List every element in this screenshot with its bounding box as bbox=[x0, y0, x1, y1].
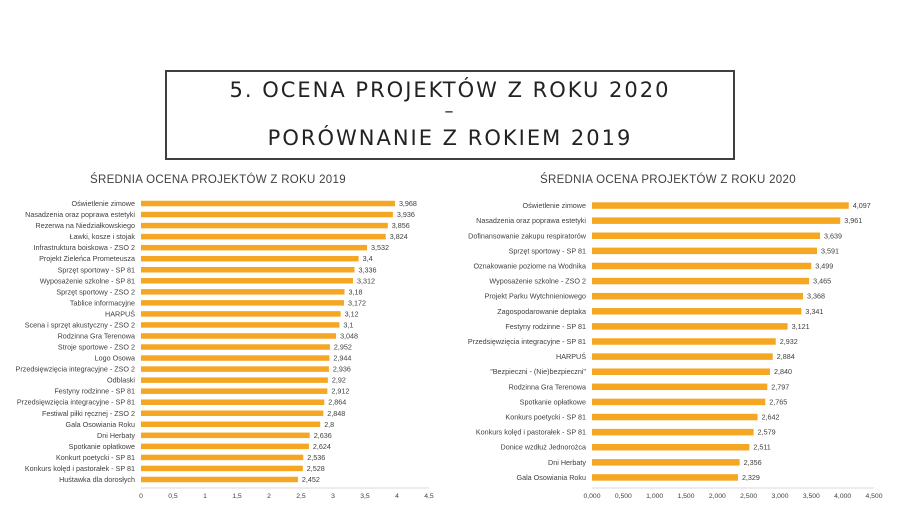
c2019-bar bbox=[141, 311, 341, 317]
c2020-bar bbox=[592, 202, 849, 209]
c2019-data-label: 3,12 bbox=[344, 309, 359, 319]
c2019-category-label: Konkurs kolęd i pastorałek - SP 81 bbox=[24, 463, 135, 473]
c2020-category-label: Projekt Parku Wytchnieniowego bbox=[484, 291, 586, 301]
c2020-bar bbox=[592, 308, 801, 315]
c2019-data-label: 2,528 bbox=[306, 463, 325, 473]
c2019-category-label: Infrastruktura boiskowa - ZSO 2 bbox=[33, 243, 135, 253]
c2020-data-label: 3,341 bbox=[805, 306, 824, 316]
c2020-category-label: Festyny rodzinne - SP 81 bbox=[505, 321, 586, 331]
c2020-bar bbox=[592, 293, 803, 300]
c2020-data-label: 2,840 bbox=[773, 367, 792, 377]
slide-title-line1: 5. OCENA PROJEKTÓW Z ROKU 2020 bbox=[229, 78, 671, 102]
c2020-data-label: 3,368 bbox=[807, 291, 826, 301]
c2020-tick-label: 4,000 bbox=[834, 493, 852, 500]
c2019-bar bbox=[141, 399, 324, 405]
c2020-data-label: 2,511 bbox=[753, 442, 771, 452]
chart-2019-title: ŚREDNIA OCENA PROJEKTÓW Z ROKU 2019 bbox=[90, 174, 346, 186]
c2019-bar bbox=[141, 278, 353, 284]
c2020-tick-label: 0,500 bbox=[614, 493, 632, 500]
c2019-tick-label: 2 bbox=[267, 493, 271, 500]
c2019-bar bbox=[141, 455, 303, 461]
c2020-bar bbox=[592, 278, 809, 285]
c2019-category-label: Stroje sportowe - ZSO 2 bbox=[57, 342, 135, 352]
c2019-data-label: 2,944 bbox=[333, 353, 352, 363]
c2019-bar bbox=[141, 366, 329, 372]
c2020-bar bbox=[592, 444, 749, 451]
c2019-data-label: 3,4 bbox=[362, 254, 373, 264]
c2019-tick-label: 3 bbox=[331, 493, 335, 500]
c2019-bar bbox=[141, 333, 336, 339]
c2019-bar bbox=[141, 411, 323, 417]
c2019-data-label: 3,172 bbox=[348, 298, 367, 308]
c2020-tick-label: 0,000 bbox=[583, 493, 601, 500]
c2019-bar bbox=[141, 355, 329, 361]
c2020-bar bbox=[592, 384, 767, 391]
c2019-bar bbox=[141, 212, 393, 218]
c2020-category-label: Konkurs poetycki - SP 81 bbox=[505, 412, 586, 422]
c2020-bar bbox=[592, 459, 740, 466]
c2020-tick-label: 4,500 bbox=[865, 493, 883, 500]
c2020-bar bbox=[592, 248, 817, 255]
c2019-data-label: 2,636 bbox=[313, 430, 332, 440]
c2020-data-label: 3,121 bbox=[791, 321, 810, 331]
c2019-tick-label: 0,5 bbox=[168, 493, 178, 500]
c2020-tick-label: 3,500 bbox=[802, 493, 820, 500]
c2019-tick-label: 0 bbox=[139, 493, 143, 500]
c2020-data-label: 2,356 bbox=[743, 457, 762, 467]
c2019-category-label: Ławki, kosze i stojak bbox=[69, 232, 135, 242]
c2019-bar bbox=[141, 245, 367, 251]
c2020-category-label: Zagospodarowanie deptaka bbox=[497, 306, 586, 316]
c2019-data-label: 2,624 bbox=[312, 441, 331, 451]
c2019-bar bbox=[141, 477, 298, 483]
c2019-bar bbox=[141, 256, 359, 262]
c2020-category-label: Rodzinna Gra Terenowa bbox=[508, 382, 586, 392]
c2020-category-label: Dni Herbaty bbox=[548, 457, 586, 467]
c2019-data-label: 3,936 bbox=[396, 210, 415, 220]
c2019-tick-label: 1,5 bbox=[232, 493, 242, 500]
c2019-data-label: 2,536 bbox=[307, 452, 326, 462]
c2020-data-label: 2,329 bbox=[741, 472, 760, 482]
c2020-tick-label: 1,500 bbox=[677, 493, 695, 500]
c2020-bar bbox=[592, 368, 770, 375]
c2019-category-label: Spotkanie opłatkowe bbox=[68, 441, 135, 451]
c2020-data-label: 2,642 bbox=[761, 412, 780, 422]
c2020-category-label: Oświetlenie zimowe bbox=[522, 201, 586, 211]
c2020-category-label: Gala Osowiania Roku bbox=[516, 472, 586, 482]
c2019-tick-label: 1 bbox=[203, 493, 207, 500]
c2019-bar bbox=[141, 201, 395, 207]
c2019-category-label: Konkurt poetycki - SP 81 bbox=[56, 452, 135, 462]
c2020-category-label: Dofinansowanie zakupu respiratorów bbox=[468, 231, 586, 241]
c2020-data-label: 3,961 bbox=[844, 216, 863, 226]
c2019-category-label: Festyny rodzinne - SP 81 bbox=[54, 386, 135, 396]
c2019-bar bbox=[141, 322, 339, 328]
c2020-bar bbox=[592, 323, 788, 330]
c2019-category-label: Festiwal piłki ręcznej - ZSO 2 bbox=[41, 408, 135, 418]
c2020-bar bbox=[592, 338, 776, 345]
c2020-data-label: 3,499 bbox=[815, 261, 834, 271]
c2019-data-label: 3,1 bbox=[343, 320, 354, 330]
c2019-tick-label: 4,5 bbox=[424, 493, 434, 500]
c2019-category-label: Tablice informacyjne bbox=[69, 298, 135, 308]
c2019-bar bbox=[141, 444, 309, 450]
c2020-data-label: 2,884 bbox=[776, 352, 795, 362]
c2019-bar bbox=[141, 344, 330, 350]
c2019-category-label: Przedsięwzięcia integracyjne - SP 81 bbox=[16, 397, 135, 407]
c2020-category-label: Wyposażenie szkolne - ZSO 2 bbox=[489, 276, 586, 286]
c2019-category-label: Logo Osowa bbox=[94, 353, 135, 363]
c2020-bar bbox=[592, 414, 758, 421]
c2019-bar bbox=[141, 300, 344, 306]
c2019-data-label: 3,968 bbox=[398, 199, 417, 209]
c2019-data-label: 3,532 bbox=[371, 243, 390, 253]
c2020-data-label: 3,639 bbox=[824, 231, 843, 241]
c2020-data-label: 2,932 bbox=[779, 337, 798, 346]
c2019-tick-label: 2,5 bbox=[296, 493, 306, 500]
c2020-category-label: Spotkanie opłatkowe bbox=[519, 397, 586, 407]
c2020-bar bbox=[592, 474, 738, 481]
c2019-bar bbox=[141, 388, 327, 394]
c2019-data-label: 2,912 bbox=[331, 386, 350, 396]
c2020-bar bbox=[592, 429, 754, 436]
c2020-category-label: Przedsięwzięcia integracyjne - SP 81 bbox=[467, 337, 586, 346]
c2019-data-label: 3,312 bbox=[356, 276, 375, 286]
c2019-data-label: 2,952 bbox=[333, 342, 352, 352]
c2019-category-label: Rezerwa na Niedziałkowskiego bbox=[35, 221, 135, 231]
c2019-data-label: 2,848 bbox=[327, 408, 346, 418]
c2020-category-label: HARPUŚ bbox=[556, 352, 586, 362]
c2020-bar bbox=[592, 353, 773, 360]
c2020-data-label: 2,765 bbox=[769, 397, 788, 407]
c2019-data-label: 2,864 bbox=[328, 397, 347, 407]
c2019-category-label: Scena i sprzęt akustyczny - ZSO 2 bbox=[24, 320, 135, 330]
c2019-category-label: HARPUŚ bbox=[105, 309, 135, 319]
chart-2020-title: ŚREDNIA OCENA PROJEKTÓW Z ROKU 2020 bbox=[540, 174, 796, 186]
c2019-data-label: 3,18 bbox=[348, 287, 363, 297]
c2019-category-label: Nasadzenia oraz poprawa estetyki bbox=[25, 210, 135, 220]
slide-title-dash: – bbox=[444, 101, 456, 122]
c2019-bar bbox=[141, 422, 320, 428]
c2020-category-label: Nasadzenia oraz poprawa estetyki bbox=[476, 216, 586, 226]
c2020-tick-label: 2,000 bbox=[708, 493, 726, 500]
c2020-bar bbox=[592, 233, 820, 240]
c2019-data-label: 2,936 bbox=[332, 364, 351, 374]
c2020-category-label: "Bezpieczni - (Nie)bezpieczni" bbox=[490, 367, 586, 377]
c2019-category-label: Wyposażenie szkolne - SP 81 bbox=[39, 276, 135, 286]
c2019-bar bbox=[141, 466, 303, 472]
c2020-data-label: 2,797 bbox=[771, 382, 790, 392]
c2020-category-label: Donice wzdłuż Jednorożca bbox=[500, 442, 586, 452]
c2019-category-label: Oświetlenie zimowe bbox=[71, 199, 135, 209]
c2019-bar bbox=[141, 377, 328, 383]
c2019-tick-label: 3,5 bbox=[360, 493, 370, 500]
slide-title-line3: PORÓWNANIE Z ROKIEM 2019 bbox=[267, 126, 633, 150]
c2019-category-label: Przedsięwzięcia integracyjne - ZSO 2 bbox=[15, 364, 135, 374]
c2019-data-label: 2,452 bbox=[301, 474, 320, 484]
c2020-data-label: 4,097 bbox=[852, 201, 871, 211]
c2019-category-label: Huśtawka dla dorosłych bbox=[59, 474, 135, 484]
c2020-category-label: Sprzęt sportowy - SP 81 bbox=[508, 246, 586, 256]
c2019-bar bbox=[141, 267, 355, 273]
c2020-data-label: 3,591 bbox=[821, 246, 840, 256]
c2019-category-label: Sprzęt sportowy - SP 81 bbox=[57, 265, 135, 275]
c2019-category-label: Rodzinna Gra Terenowa bbox=[57, 331, 135, 341]
c2019-bar bbox=[141, 433, 310, 439]
c2019-data-label: 3,336 bbox=[358, 265, 377, 275]
c2019-bar bbox=[141, 223, 388, 229]
c2020-data-label: 2,579 bbox=[757, 427, 776, 437]
c2020-bar bbox=[592, 217, 840, 224]
c2019-category-label: Dni Herbaty bbox=[97, 430, 135, 440]
c2020-bar bbox=[592, 263, 811, 270]
c2019-bar bbox=[141, 289, 345, 295]
c2019-category-label: Projekt Zieleńca Prometeusza bbox=[39, 254, 135, 264]
c2020-data-label: 3,465 bbox=[813, 276, 832, 286]
c2020-bar bbox=[592, 399, 765, 406]
c2019-data-label: 3,856 bbox=[391, 221, 410, 231]
c2019-data-label: 2,8 bbox=[324, 419, 335, 429]
c2019-data-label: 3,048 bbox=[340, 331, 359, 341]
c2020-tick-label: 2,500 bbox=[740, 493, 758, 500]
c2020-category-label: Oznakowanie poziome na Wodnika bbox=[473, 261, 586, 271]
c2020-tick-label: 1,000 bbox=[646, 493, 664, 500]
c2020-category-label: Konkurs kolęd i pastorałek - SP 81 bbox=[475, 427, 586, 437]
c2019-bar bbox=[141, 234, 386, 240]
c2019-tick-label: 4 bbox=[395, 493, 399, 500]
c2019-category-label: Gala Osowiania Roku bbox=[65, 419, 135, 429]
c2020-tick-label: 3,000 bbox=[771, 493, 789, 500]
c2019-category-label: Sprzęt sportowy - ZSO 2 bbox=[56, 287, 135, 297]
c2019-data-label: 2,92 bbox=[331, 375, 346, 385]
c2019-data-label: 3,824 bbox=[389, 232, 408, 242]
c2019-category-label: Odblaski bbox=[107, 375, 135, 385]
